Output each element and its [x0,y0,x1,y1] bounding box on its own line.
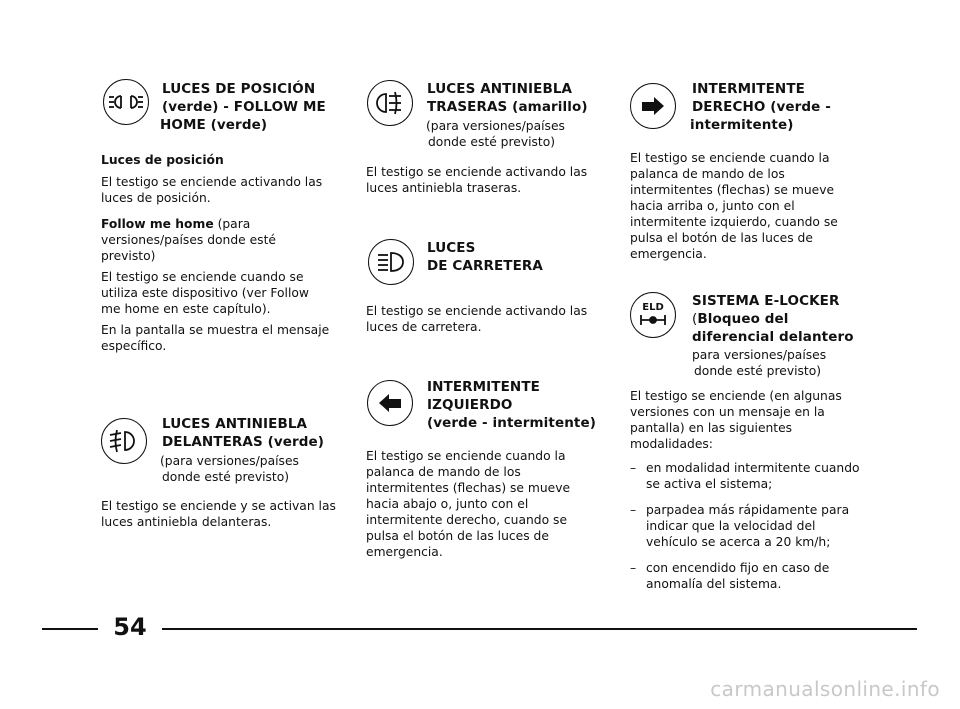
section-heading: INTERMITENTE DERECHO (verde - intermitente) [690,81,831,133]
section-heading: LUCES ANTINIEBLA TRASERAS (amarillo) [427,81,588,115]
e-locker-icon-label: ELD [642,302,664,313]
page-number: 54 [113,613,147,641]
list-item: – parpadea más rápidamente para indicar que la velocidad del vehículo se acerca a 20 km/h; [630,503,850,549]
section-heading: SISTEMA E-LOCKER (Bloqueo del diferencial delantero [692,293,854,345]
section-body: El testigo se enciende cuando la palanca de mando de los intermitentes (flechas) se mueve hacia arriba o, junto con el intermitente izquierdo, cuando se pulsa el botón de las luces de emergencia. [630,151,838,261]
section-body: El testigo se enciende y se activan las luces antiniebla delanteras. [101,499,336,529]
watermark: carmanualsonline.info [710,677,940,701]
section-heading: LUCES DE CARRETERA [427,240,543,274]
section-body: El testigo se enciende activando las luces antiniebla traseras. [366,165,588,195]
list-item: – en modalidad intermitente cuando se activa el sistema; [630,461,860,491]
right-turn-signal-icon [630,83,676,129]
section-subheading: (para versiones/países donde esté previsto) [160,454,299,484]
section-subheading: para versiones/países donde esté previsto) [692,348,827,378]
rear-fog-light-icon [367,80,413,126]
section-body: El testigo se enciende (en algunas versiones con un mensaje en la pantalla) en las siguientes modalidades: [630,389,842,451]
front-fog-light-icon [101,418,147,464]
section-subheading: (para versiones/países donde esté previsto) [426,119,565,149]
left-turn-signal-icon [367,380,413,426]
footer-rule-left [42,628,98,630]
section-body: Luces de posición El testigo se enciende activando las luces de posición. Follow me home (para versiones/países donde esté previsto) El testigo se enciende cuando se utiliza este dispositivo (ver Follow me home en este capítulo). En la pantalla se muestra el mensaje específico. [101,153,330,353]
section-body: El testigo se enciende activando las luces de carretera. [366,304,588,334]
section-heading: INTERMITENTE IZQUIERDO (verde - intermitente) [427,379,597,431]
section-body: El testigo se enciende cuando la palanca de mando de los intermitentes (flechas) se mueve hacia abajo o, junto con el intermitente derecho, cuando se pulsa el botón de las luces de emergencia. [366,449,571,559]
e-locker-icon [630,292,676,338]
list-item: – con encendido fijo en caso de anomalía del sistema. [630,561,830,591]
footer-rule-right [162,628,917,630]
position-lights-icon [103,79,149,125]
section-heading: LUCES DE POSICIÓN (verde) - FOLLOW ME HOME (verde) [160,81,326,133]
high-beam-icon [368,239,414,285]
section-heading: LUCES ANTINIEBLA DELANTERAS (verde) [162,416,325,450]
